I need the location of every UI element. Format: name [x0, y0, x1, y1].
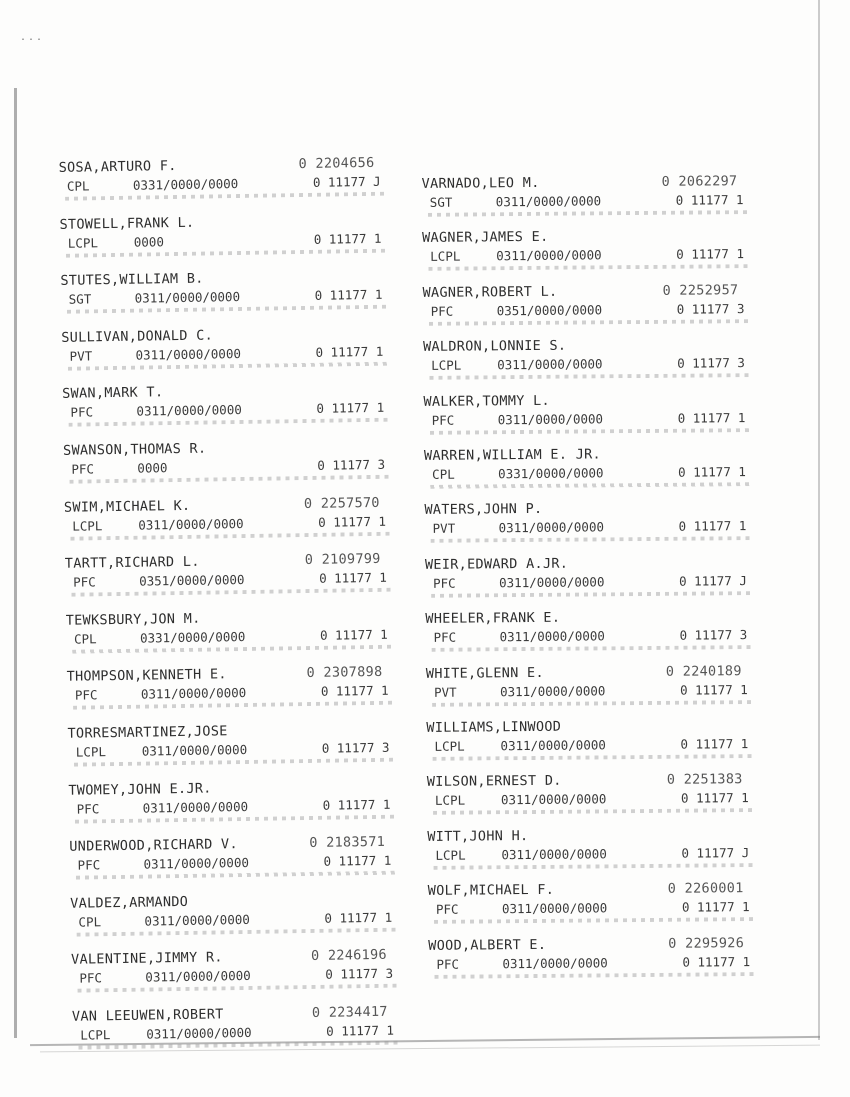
mos-code: 0311/0000/0000 [144, 911, 250, 929]
truncated-text-line [73, 701, 393, 710]
entry-line-details [417, 518, 787, 537]
marine-name: SWIM,MICHAEL K. [63, 497, 191, 516]
marine-name: VALENTINE,JIMMY R. [70, 949, 223, 969]
rank: LCPL [434, 738, 465, 754]
entry-line-name [414, 173, 784, 192]
entry-line-name [419, 771, 789, 791]
entry-line-name [56, 494, 406, 516]
rank: CPL [66, 178, 90, 194]
marine-name: WILSON,ERNEST D. [426, 773, 562, 791]
unit-code: 0 11177 3 [676, 300, 745, 317]
mos-code: 0311/0000/0000 [498, 519, 605, 536]
unit-code: 0 11177 1 [320, 683, 389, 700]
unit-code: 0 11177 1 [675, 192, 744, 208]
marine-name: STUTES,WILLIAM B. [60, 270, 204, 290]
mos-code: 0311/0000/0000 [501, 846, 607, 863]
mos-code: 0311/0000/0000 [499, 628, 605, 645]
unit-code: 0 11177 1 [682, 953, 751, 970]
rank: PFC [76, 800, 100, 817]
roster-entry [415, 336, 785, 389]
rank: SGT [429, 194, 453, 210]
truncated-text-line [431, 536, 751, 543]
mos-code: 0311/0000/0000 [499, 574, 605, 591]
paper-edge-right [818, 0, 820, 1040]
service-number: 0 2251383 [666, 771, 743, 789]
cut-off-line [414, 264, 784, 271]
truncated-text-line [435, 972, 755, 979]
cut-off-line [419, 754, 789, 761]
rank: PFC [74, 687, 98, 704]
roster-entry [416, 445, 786, 498]
entry-line-name [417, 608, 787, 628]
roster-entry [64, 1003, 415, 1058]
entry-line-details [420, 899, 790, 918]
entry-line-name [51, 154, 401, 176]
mos-code: 0331/0000/0000 [139, 628, 246, 646]
entry-line-name [52, 268, 402, 290]
service-number: 0 2240189 [665, 662, 742, 680]
marine-name: WOOD,ALBERT E. [428, 936, 547, 954]
rank: PFC [433, 575, 456, 591]
unit-code: 0 11177 1 [313, 230, 382, 247]
rank: PFC [431, 412, 455, 428]
unit-code: 0 11177 1 [680, 736, 749, 752]
roster-entry [62, 890, 413, 945]
entry-line-name [418, 662, 788, 682]
mos-code: 0331/0000/0000 [132, 176, 239, 193]
roster-entry [414, 173, 784, 226]
entry-line-details [417, 572, 787, 591]
unit-code: 0 11177 1 [319, 569, 387, 586]
truncated-text-line [78, 1041, 398, 1050]
marine-name: WALDRON,LONNIE S. [422, 337, 567, 356]
roster-entry [414, 282, 784, 335]
entry-line-details [414, 192, 784, 210]
entry-line-name [59, 720, 409, 742]
unit-code: 0 11177 1 [679, 681, 748, 698]
mos-code: 0311/0000/0000 [136, 402, 242, 420]
service-number: 0 2234417 [311, 1003, 388, 1021]
mos-code: 0311/0000/0000 [497, 356, 603, 373]
roster-entry [59, 720, 410, 775]
corner-mark: ... [20, 32, 45, 43]
marine-name: STOWELL,FRANK L. [59, 214, 195, 233]
mos-code: 0351/0000/0000 [139, 572, 245, 589]
mos-code: 0311/0000/0000 [140, 685, 247, 703]
unit-code: 0 11177 1 [319, 626, 388, 643]
roster-entry [416, 499, 786, 552]
rank: PVT [432, 521, 456, 537]
entry-line-name [419, 826, 789, 845]
unit-code: 0 11177 1 [322, 796, 391, 813]
cut-off-line [415, 319, 785, 326]
unit-code: 0 11177 J [312, 173, 381, 190]
rank: LCPL [434, 792, 466, 809]
marine-name: WAGNER,JAMES E. [422, 229, 549, 247]
roster-entry [63, 947, 414, 1002]
unit-code: 0 11177 3 [321, 739, 390, 756]
service-number: 0 2295926 [668, 934, 745, 952]
entry-line-name [58, 607, 408, 629]
roster-entry [53, 324, 404, 379]
unit-code: 0 11177 3 [677, 355, 745, 371]
truncated-text-line [71, 588, 391, 597]
mos-code: 0000 [137, 460, 168, 476]
rank: PVT [433, 684, 457, 700]
entry-line-name [64, 1003, 414, 1025]
marine-name: WEIR,EDWARD A.JR. [424, 555, 569, 573]
marine-name: TWOMEY,JOHN E.JR. [68, 780, 212, 799]
roster-entry [415, 390, 785, 443]
truncated-text-line [68, 362, 388, 371]
service-number: 0 2062297 [661, 173, 738, 190]
entry-line-details [418, 681, 788, 700]
cut-off-line [416, 427, 786, 434]
rank: PFC [436, 956, 460, 972]
unit-code: 0 11177 1 [326, 1022, 395, 1039]
roster-entry [60, 777, 411, 832]
cut-off-line [415, 373, 785, 380]
roster-entry [58, 607, 409, 662]
roster-entry [56, 494, 407, 549]
cut-off-line [418, 699, 788, 706]
unit-code: 0 11177 1 [324, 909, 393, 926]
cut-off-line [420, 863, 790, 870]
cut-off-line [421, 971, 791, 978]
marine-name: WATERS,JOHN P. [424, 501, 543, 519]
rank: PFC [70, 404, 94, 421]
mos-code: 0311/0000/0000 [145, 968, 251, 985]
marine-name: SULLIVAN,DONALD C. [61, 327, 214, 346]
entry-line-name [61, 833, 411, 855]
unit-code: 0 11177 1 [315, 343, 384, 360]
rank: SGT [68, 291, 92, 307]
cut-off-line [414, 210, 784, 217]
mos-code: 0311/0000/0000 [501, 900, 608, 917]
unit-code: 0 11177 1 [314, 286, 383, 304]
unit-code: 0 11177 1 [318, 513, 387, 530]
cut-off-line [418, 645, 788, 652]
truncated-text-line [72, 644, 392, 653]
marine-name: TEWKSBURY,JON M. [65, 610, 201, 629]
truncated-text-line [434, 917, 754, 924]
marine-name: THOMPSON,KENNETH E. [66, 666, 227, 686]
service-number: 0 2204656 [298, 154, 375, 173]
truncated-text-line [432, 700, 752, 707]
roster-entry [51, 211, 402, 266]
unit-code: 0 11177 1 [677, 409, 746, 426]
mos-code: 0311/0000/0000 [496, 247, 602, 264]
rank: LCPL [435, 847, 466, 863]
unit-code: 0 11177 1 [316, 400, 385, 417]
entry-line-name [416, 499, 786, 519]
entry-line-name [60, 777, 410, 799]
truncated-text-line [434, 863, 754, 870]
truncated-text-line [66, 248, 386, 257]
marine-name: TARTT,RICHARD L. [64, 553, 200, 572]
paper-edge-left [14, 88, 17, 1038]
rank: PVT [69, 348, 93, 364]
cut-off-line [417, 536, 787, 543]
rank: PFC [77, 857, 101, 873]
truncated-text-line [70, 531, 390, 540]
marine-name: WHEELER,FRANK E. [425, 609, 561, 628]
entry-line-details [415, 300, 785, 319]
marine-name: VAN LEEUWEN,ROBERT [71, 1006, 224, 1025]
cut-off-line [419, 808, 789, 815]
rank: LCPL [67, 234, 99, 251]
mos-code: 0311/0000/0000 [146, 1024, 252, 1042]
roster-entry [61, 834, 412, 889]
roster-entry [417, 554, 787, 607]
truncated-text-line [67, 305, 387, 314]
entry-line-name [57, 551, 407, 572]
entry-line-name [416, 445, 786, 464]
entry-line-details [419, 844, 789, 863]
marine-name: VALDEZ,ARMANDO [70, 893, 189, 912]
entry-line-name [62, 890, 412, 912]
service-number: 0 2109799 [304, 551, 381, 569]
marine-name: WARREN,WILLIAM E. JR. [423, 446, 602, 464]
entry-line-name [414, 227, 784, 247]
roster-entry [418, 717, 788, 770]
rank: PFC [435, 901, 459, 918]
service-number: 0 2307898 [306, 664, 383, 682]
unit-code: 0 11177 1 [680, 790, 749, 807]
unit-code: 0 11177 J [679, 572, 747, 589]
rank: LCPL [430, 248, 461, 265]
truncated-text-line [76, 871, 396, 880]
rank: CPL [432, 466, 455, 482]
mos-code: 0311/0000/0000 [138, 515, 244, 533]
unit-code: 0 11177 3 [317, 456, 386, 473]
entry-line-name [420, 880, 790, 900]
unit-code: 0 11177 1 [678, 464, 746, 480]
marine-name: WALKER,TOMMY L. [423, 392, 550, 410]
truncated-text-line [428, 210, 748, 217]
roster-entry [52, 268, 403, 323]
unit-code: 0 11177 1 [678, 518, 747, 535]
entry-line-name [418, 717, 788, 736]
roster-entry [51, 154, 402, 209]
entry-line-name [414, 281, 784, 301]
service-number: 0 2260001 [667, 880, 744, 897]
rank: CPL [78, 914, 102, 930]
marine-name: SWANSON,THOMAS R. [62, 440, 207, 459]
rank: PFC [433, 629, 457, 646]
truncated-text-line [65, 192, 385, 201]
service-number: 0 2257570 [303, 494, 380, 512]
mos-code: 0311/0000/0000 [497, 410, 604, 427]
entry-line-name [51, 211, 401, 233]
truncated-text-line [430, 482, 750, 489]
entry-line-name [417, 554, 787, 573]
mos-code: 0311/0000/0000 [135, 345, 242, 363]
entry-line-details [420, 953, 790, 972]
marine-name: SWAN,MARK T. [62, 384, 164, 403]
truncated-text-line [431, 591, 751, 598]
marine-name: WOLF,MICHAEL F. [427, 881, 555, 900]
marine-name: WITT,JOHN H. [427, 827, 529, 845]
marine-name: TORRESMARTINEZ,JOSE [67, 723, 228, 742]
marine-name: WILLIAMS,LINWOOD [426, 718, 562, 736]
truncated-text-line [432, 645, 752, 652]
entry-line-details [416, 409, 786, 428]
truncated-text-line [429, 319, 749, 326]
rank: PFC [71, 461, 95, 477]
truncated-text-line [433, 808, 753, 815]
entry-line-name [415, 336, 785, 356]
roster-entry [420, 934, 790, 987]
mos-code: 0311/0000/0000 [502, 954, 608, 971]
unit-code: 0 11177 3 [325, 966, 394, 983]
mos-code: 0331/0000/0000 [498, 465, 604, 482]
truncated-text-line [430, 428, 750, 435]
entry-line-details [416, 464, 786, 482]
rank: LCPL [80, 1027, 111, 1043]
entry-line-details [418, 736, 788, 754]
rank: PFC [73, 574, 96, 590]
mos-code: 0311/0000/0000 [500, 737, 606, 754]
service-number: 0 2183571 [309, 833, 386, 852]
marine-name: UNDERWOOD,RICHARD V. [69, 836, 238, 855]
truncated-text-line [75, 814, 395, 823]
truncated-text-line [69, 418, 389, 427]
cut-off-line [417, 591, 787, 598]
roster-entry [414, 227, 784, 280]
marine-name: WAGNER,ROBERT L. [422, 283, 558, 301]
service-number: 0 2246196 [310, 947, 388, 965]
entry-line-name [415, 390, 785, 410]
entry-line-name [59, 664, 409, 686]
mos-code: 0311/0000/0000 [142, 798, 249, 816]
entry-line-name [54, 381, 404, 403]
roster-entry [418, 662, 788, 715]
entry-line-name [420, 934, 790, 954]
service-number: 0 2252957 [662, 281, 739, 299]
unit-code: 0 11177 1 [323, 852, 392, 869]
cut-off-line [416, 482, 786, 489]
truncated-text-line [78, 984, 398, 993]
roster-entry [419, 826, 789, 879]
mos-code: 0311/0000/0000 [500, 791, 607, 808]
roster-entry [54, 381, 405, 436]
roster-entry [419, 771, 789, 824]
truncated-text-line [74, 758, 394, 767]
roster-entry [57, 551, 408, 606]
rank: LCPL [431, 357, 462, 374]
mos-code: 0311/0000/0000 [499, 682, 606, 699]
truncated-text-line [433, 754, 753, 761]
entry-line-name [53, 324, 403, 346]
entry-line-details [419, 790, 789, 809]
marine-name: SOSA,ARTURO F. [58, 158, 177, 176]
truncated-text-line [429, 373, 749, 380]
mos-code: 0311/0000/0000 [495, 193, 602, 210]
roster-entry [55, 437, 406, 492]
entry-line-details [417, 627, 787, 646]
truncated-text-line [77, 927, 397, 936]
marine-name: VARNADO,LEO M. [421, 174, 540, 192]
rank: LCPL [75, 744, 107, 760]
rank: PFC [430, 303, 454, 319]
unit-code: 0 11177 3 [679, 627, 748, 643]
entry-line-name [55, 437, 405, 459]
marine-name: WHITE,GLENN E. [425, 664, 544, 682]
mos-code: 0311/0000/0000 [141, 741, 248, 759]
unit-code: 0 11177 1 [676, 246, 745, 263]
entry-line-name [63, 947, 413, 969]
roster-entry [420, 880, 790, 933]
mos-code: 0000 [133, 233, 165, 250]
cut-off-line [420, 917, 790, 924]
mos-code: 0311/0000/0000 [143, 855, 250, 872]
rank: PFC [79, 970, 103, 987]
mos-code: 0351/0000/0000 [496, 302, 603, 319]
rank: LCPL [72, 517, 103, 534]
roster-entry [59, 664, 410, 719]
truncated-text-line [428, 264, 748, 271]
mos-code: 0311/0000/0000 [134, 289, 241, 306]
unit-code: 0 11177 J [681, 844, 750, 861]
unit-code: 0 11177 1 [681, 899, 750, 915]
entry-line-details [415, 355, 785, 374]
roster-entry [417, 608, 787, 661]
truncated-text-line [70, 475, 390, 484]
rank: CPL [73, 631, 97, 647]
entry-line-details [414, 246, 784, 265]
